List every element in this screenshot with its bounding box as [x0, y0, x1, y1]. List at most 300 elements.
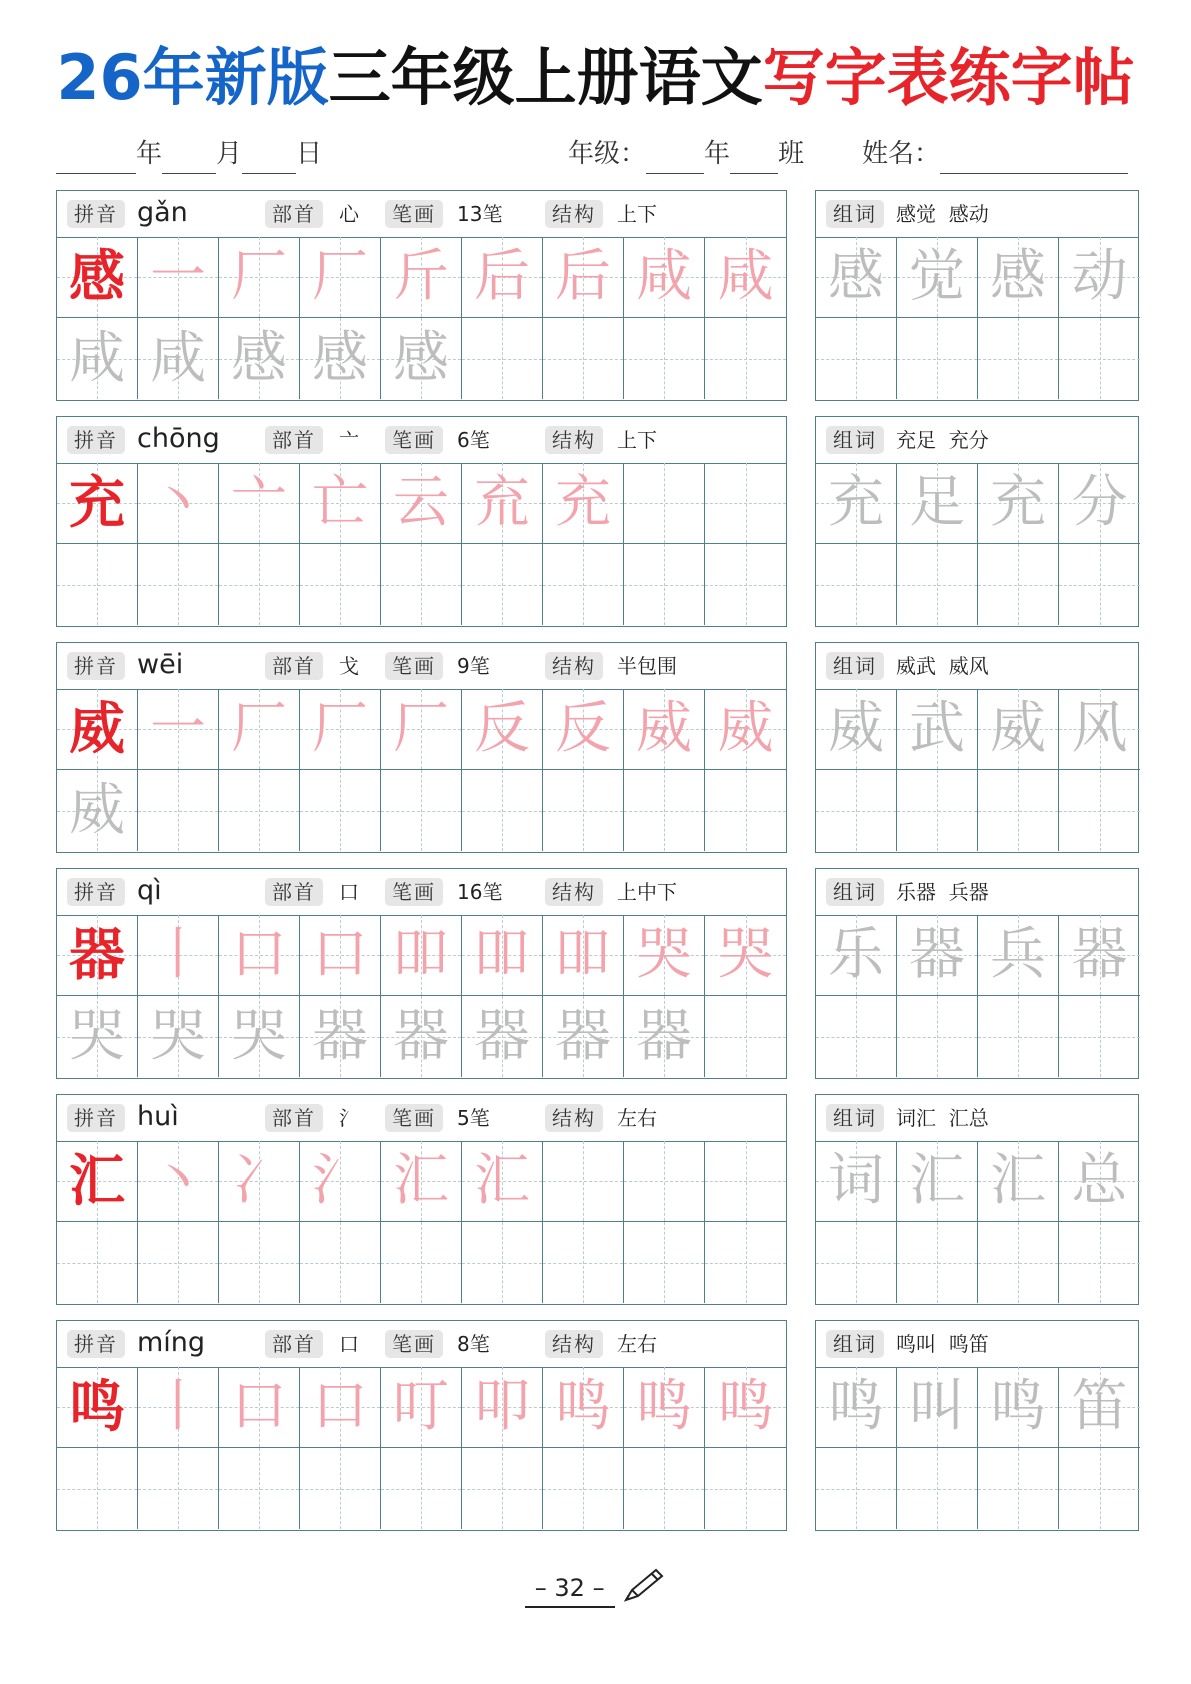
writing-cell[interactable]: [705, 1367, 786, 1448]
writing-cell[interactable]: [381, 1222, 462, 1303]
writing-cell[interactable]: [300, 1367, 381, 1448]
word-cell[interactable]: [816, 318, 897, 399]
word-header: [816, 643, 1138, 690]
writing-cell[interactable]: [138, 1448, 219, 1529]
grade-blank[interactable]: [646, 143, 704, 174]
writing-cell[interactable]: [300, 1141, 381, 1222]
word-cell[interactable]: [816, 996, 897, 1077]
stroke-step-character: 叮: [393, 1374, 449, 1439]
writing-cell[interactable]: [300, 463, 381, 544]
stroke-step-character: 丶: [150, 1148, 206, 1213]
name-label: 姓名：: [862, 139, 941, 169]
word-cell[interactable]: [1059, 1448, 1140, 1529]
stroke-step-character: 感: [393, 325, 449, 391]
writing-cell[interactable]: [138, 544, 219, 625]
writing-cell[interactable]: [381, 689, 462, 770]
word-trace-character: 威: [828, 696, 884, 761]
words-tag: 组词: [826, 200, 884, 228]
main-character: 汇: [69, 1148, 125, 1214]
stroke-step-character: 厂: [393, 696, 449, 761]
word-cell[interactable]: [897, 237, 978, 318]
writing-cell[interactable]: [219, 318, 300, 399]
word-cell[interactable]: [1059, 915, 1140, 996]
stroke-step-character: 器: [474, 1003, 530, 1069]
writing-cell[interactable]: [462, 1222, 543, 1303]
writing-cell[interactable]: [219, 915, 300, 996]
word-cell[interactable]: [1059, 689, 1140, 770]
stroke-step-character: 哭: [69, 1003, 125, 1069]
stroke-step-character: 氵: [312, 1148, 368, 1213]
writing-cell[interactable]: [381, 915, 462, 996]
word-cell[interactable]: [816, 1222, 897, 1303]
writing-cell[interactable]: [138, 1222, 219, 1303]
day-blank[interactable]: [242, 143, 296, 174]
writing-cell[interactable]: [219, 544, 300, 625]
pinyin-tag: 拼音: [67, 652, 125, 680]
structure-value: 左右: [617, 1332, 657, 1356]
writing-cell[interactable]: [543, 996, 624, 1077]
main-character: 感: [69, 244, 125, 310]
writing-cell[interactable]: [300, 237, 381, 318]
structure-tag: 结构: [545, 200, 603, 228]
radical-value: 亠: [339, 428, 359, 452]
word-cell[interactable]: [897, 463, 978, 544]
writing-cell[interactable]: [624, 544, 705, 625]
writing-cell[interactable]: [57, 463, 138, 544]
word-cell[interactable]: [816, 689, 897, 770]
writing-cell[interactable]: [138, 689, 219, 770]
writing-cell[interactable]: [624, 237, 705, 318]
word-trace-character: 笛: [1071, 1374, 1128, 1439]
writing-cell[interactable]: [543, 915, 624, 996]
stroke-step-character: 器: [555, 1003, 611, 1069]
structure-value: 上下: [617, 202, 657, 226]
word-cell[interactable]: [897, 318, 978, 399]
writing-cell[interactable]: [624, 318, 705, 399]
radical-value: 口: [339, 1332, 359, 1356]
character-panel: [56, 868, 787, 1079]
title-part-2: 三年级上册语文: [328, 41, 763, 114]
word-trace-character: 足: [909, 470, 965, 535]
pinyin-tag: 拼音: [67, 426, 125, 454]
radical-value: 氵: [339, 1106, 359, 1130]
writing-cell[interactable]: [381, 770, 462, 851]
writing-cell[interactable]: [300, 318, 381, 399]
words-tag: 组词: [826, 426, 884, 454]
structure-tag: 结构: [545, 652, 603, 680]
writing-cell[interactable]: [138, 463, 219, 544]
writing-cell[interactable]: [705, 1141, 786, 1222]
stroke-step-character: 咸: [150, 325, 206, 391]
writing-cell[interactable]: [462, 463, 543, 544]
month-label: 月: [216, 139, 243, 169]
writing-cell[interactable]: [543, 237, 624, 318]
word-trace-character: 鸣: [990, 1374, 1046, 1439]
character-panel: [56, 642, 787, 853]
word-cell[interactable]: [1059, 463, 1140, 544]
writing-cell[interactable]: [138, 237, 219, 318]
stroke-step-character: 后: [474, 244, 530, 309]
word-trace-character: 乐: [828, 922, 884, 987]
stroke-step-character: 厂: [312, 244, 368, 309]
writing-cell[interactable]: [462, 1448, 543, 1529]
word-cell[interactable]: [816, 463, 897, 544]
writing-cell[interactable]: [381, 1141, 462, 1222]
writing-cell[interactable]: [543, 770, 624, 851]
grade-year-label: 年: [704, 139, 731, 169]
writing-cell[interactable]: [138, 1141, 219, 1222]
word-trace-character: 充: [990, 470, 1046, 535]
words-value: 鸣叫 鸣笛: [896, 1332, 989, 1356]
writing-cell[interactable]: [57, 996, 138, 1077]
word-trace-character: 威: [990, 696, 1046, 761]
character-panel: [56, 1320, 787, 1531]
writing-cell[interactable]: [57, 318, 138, 399]
words-value: 感觉 感动: [896, 202, 989, 226]
word-grid: [816, 689, 1140, 851]
stroke-step-character: 口: [231, 1374, 287, 1439]
word-cell[interactable]: [897, 996, 978, 1077]
stroke-step-character: 厂: [312, 696, 368, 761]
writing-cell[interactable]: [57, 1367, 138, 1448]
character-panel: [56, 190, 787, 401]
word-cell[interactable]: [816, 770, 897, 851]
stroke-step-character: 咸: [69, 325, 125, 391]
writing-cell[interactable]: [462, 237, 543, 318]
writing-cell[interactable]: [624, 1367, 705, 1448]
pinyin-value: qì: [137, 875, 162, 906]
class-blank[interactable]: [730, 143, 778, 174]
word-cell[interactable]: [816, 544, 897, 625]
writing-cell[interactable]: [624, 1448, 705, 1529]
words-tag: 组词: [826, 1104, 884, 1132]
word-trace-character: 感: [828, 244, 884, 309]
word-trace-character: 器: [909, 922, 965, 987]
month-blank[interactable]: [162, 143, 216, 174]
word-cell[interactable]: [1059, 1367, 1140, 1448]
word-trace-character: 兵: [990, 922, 1046, 987]
structure-tag: 结构: [545, 1330, 603, 1358]
radical-tag: 部首: [265, 878, 323, 906]
writing-cell[interactable]: [543, 1141, 624, 1222]
word-panel: [815, 416, 1139, 627]
word-cell[interactable]: [978, 1222, 1059, 1303]
writing-cell[interactable]: [705, 915, 786, 996]
radical-value: 口: [339, 880, 359, 904]
writing-cell[interactable]: [705, 544, 786, 625]
radical-tag: 部首: [265, 652, 323, 680]
stroke-step-character: 亠: [231, 470, 287, 535]
word-cell[interactable]: [1059, 770, 1140, 851]
stroke-step-character: 威: [717, 696, 774, 761]
stroke-step-character: 一: [150, 696, 206, 761]
character-panel: [56, 416, 787, 627]
writing-grid: [57, 915, 786, 1077]
class-line: [568, 134, 804, 174]
word-panel: [815, 190, 1139, 401]
stroke-step-character: 亡: [312, 470, 368, 535]
stroke-step-character: 器: [636, 1003, 692, 1069]
writing-cell[interactable]: [219, 1222, 300, 1303]
writing-cell[interactable]: [300, 915, 381, 996]
stroke-step-character: 鸣: [636, 1374, 692, 1439]
word-cell[interactable]: [1059, 318, 1140, 399]
word-trace-character: 总: [1071, 1148, 1128, 1213]
writing-cell[interactable]: [300, 1222, 381, 1303]
word-header: [816, 1321, 1138, 1368]
word-trace-character: 觉: [909, 244, 965, 309]
stroke-step-character: 哭: [231, 1003, 287, 1069]
strokes-tag: 笔画: [385, 878, 443, 906]
character-info-header: [57, 643, 786, 690]
writing-cell[interactable]: [705, 1448, 786, 1529]
stroke-step-character: 斤: [393, 244, 449, 309]
stroke-step-character: 充: [555, 470, 611, 535]
stroke-step-character: 后: [555, 244, 611, 309]
word-grid: [816, 1367, 1140, 1529]
structure-value: 上中下: [617, 880, 677, 904]
writing-cell[interactable]: [57, 1448, 138, 1529]
writing-cell[interactable]: [219, 1141, 300, 1222]
writing-cell[interactable]: [462, 770, 543, 851]
words-value: 乐器 兵器: [896, 880, 989, 904]
writing-cell[interactable]: [705, 463, 786, 544]
writing-cell[interactable]: [57, 237, 138, 318]
writing-cell[interactable]: [705, 1222, 786, 1303]
writing-cell[interactable]: [705, 237, 786, 318]
character-info-header: [57, 869, 786, 916]
year-label: 年: [136, 139, 163, 169]
writing-cell[interactable]: [57, 544, 138, 625]
strokes-value: 13笔: [457, 202, 503, 226]
writing-cell[interactable]: [381, 1448, 462, 1529]
word-cell[interactable]: [816, 1141, 897, 1222]
stroke-step-character: 口: [312, 1374, 368, 1439]
pinyin-tag: 拼音: [67, 878, 125, 906]
strokes-value: 6笔: [457, 428, 490, 452]
word-cell[interactable]: [978, 770, 1059, 851]
word-cell[interactable]: [897, 915, 978, 996]
writing-cell[interactable]: [462, 1367, 543, 1448]
stroke-step-character: 厂: [231, 696, 287, 761]
word-header: [816, 191, 1138, 238]
word-cell[interactable]: [816, 1367, 897, 1448]
word-cell[interactable]: [897, 544, 978, 625]
writing-grid: [57, 1141, 786, 1303]
writing-cell[interactable]: [219, 1448, 300, 1529]
writing-cell[interactable]: [57, 1141, 138, 1222]
word-header: [816, 1095, 1138, 1142]
page-number: – 32 –: [525, 1574, 615, 1608]
word-cell[interactable]: [1059, 1222, 1140, 1303]
word-trace-character: 汇: [909, 1148, 965, 1213]
writing-cell[interactable]: [300, 1448, 381, 1529]
strokes-tag: 笔画: [385, 1330, 443, 1358]
word-trace-character: 器: [1071, 922, 1128, 987]
words-tag: 组词: [826, 878, 884, 906]
writing-cell[interactable]: [543, 463, 624, 544]
writing-cell[interactable]: [381, 996, 462, 1077]
writing-cell[interactable]: [462, 318, 543, 399]
writing-cell[interactable]: [705, 770, 786, 851]
word-cell[interactable]: [978, 996, 1059, 1077]
word-cell[interactable]: [978, 1141, 1059, 1222]
pinyin-value: míng: [137, 1327, 206, 1358]
writing-cell[interactable]: [57, 689, 138, 770]
writing-cell[interactable]: [57, 1222, 138, 1303]
writing-cell[interactable]: [705, 996, 786, 1077]
writing-cell[interactable]: [57, 770, 138, 851]
writing-cell[interactable]: [543, 1448, 624, 1529]
word-cell[interactable]: [1059, 544, 1140, 625]
writing-cell[interactable]: [462, 544, 543, 625]
word-trace-character: 风: [1071, 696, 1128, 761]
title-part-1: 26年新版: [56, 41, 329, 114]
word-cell[interactable]: [1059, 237, 1140, 318]
writing-cell[interactable]: [138, 1367, 219, 1448]
word-cell[interactable]: [978, 463, 1059, 544]
word-panel: [815, 1094, 1139, 1305]
stroke-step-character: 咸: [717, 244, 774, 309]
stroke-step-character: 丨: [150, 922, 206, 987]
writing-cell[interactable]: [381, 544, 462, 625]
word-cell[interactable]: [978, 1448, 1059, 1529]
writing-cell[interactable]: [543, 1222, 624, 1303]
writing-cell[interactable]: [138, 318, 219, 399]
word-cell[interactable]: [978, 544, 1059, 625]
character-panel: [56, 1094, 787, 1305]
stroke-step-character: 冫: [231, 1148, 287, 1213]
stroke-step-character: 感: [312, 325, 368, 391]
writing-cell[interactable]: [705, 318, 786, 399]
writing-cell[interactable]: [624, 996, 705, 1077]
day-label: 日: [296, 139, 323, 169]
writing-cell[interactable]: [624, 689, 705, 770]
writing-cell[interactable]: [543, 544, 624, 625]
structure-tag: 结构: [545, 426, 603, 454]
pinyin-tag: 拼音: [67, 1104, 125, 1132]
writing-cell[interactable]: [624, 770, 705, 851]
word-trace-character: 词: [828, 1148, 884, 1213]
word-cell[interactable]: [1059, 1141, 1140, 1222]
strokes-tag: 笔画: [385, 426, 443, 454]
writing-grid: [57, 1367, 786, 1529]
writing-cell[interactable]: [138, 770, 219, 851]
class-label: 班: [778, 139, 805, 169]
words-tag: 组词: [826, 652, 884, 680]
word-cell[interactable]: [816, 915, 897, 996]
year-blank[interactable]: [56, 143, 136, 174]
radical-tag: 部首: [265, 1104, 323, 1132]
word-grid: [816, 463, 1140, 625]
name-blank[interactable]: [940, 143, 1128, 174]
writing-cell[interactable]: [381, 1367, 462, 1448]
writing-cell[interactable]: [300, 996, 381, 1077]
word-cell[interactable]: [897, 1448, 978, 1529]
word-cell[interactable]: [978, 915, 1059, 996]
word-cell[interactable]: [978, 237, 1059, 318]
writing-grid: [57, 463, 786, 625]
writing-cell[interactable]: [381, 463, 462, 544]
stroke-step-character: 云: [393, 470, 449, 535]
writing-cell[interactable]: [624, 463, 705, 544]
writing-cell[interactable]: [543, 1367, 624, 1448]
word-trace-character: 汇: [990, 1148, 1046, 1213]
radical-value: 戈: [339, 654, 359, 678]
strokes-value: 16笔: [457, 880, 503, 904]
structure-tag: 结构: [545, 878, 603, 906]
writing-cell[interactable]: [624, 1222, 705, 1303]
main-character: 充: [69, 470, 125, 536]
words-value: 词汇 汇总: [896, 1106, 989, 1130]
word-cell[interactable]: [897, 1367, 978, 1448]
writing-cell[interactable]: [462, 689, 543, 770]
strokes-tag: 笔画: [385, 1104, 443, 1132]
word-cell[interactable]: [1059, 996, 1140, 1077]
writing-cell[interactable]: [624, 1141, 705, 1222]
stroke-step-character: 丶: [150, 470, 206, 535]
character-info-header: [57, 417, 786, 464]
stroke-step-character: 哭: [717, 922, 774, 987]
writing-cell[interactable]: [300, 689, 381, 770]
writing-cell[interactable]: [219, 770, 300, 851]
writing-cell[interactable]: [300, 544, 381, 625]
word-cell[interactable]: [978, 689, 1059, 770]
writing-cell[interactable]: [624, 915, 705, 996]
writing-cell[interactable]: [219, 237, 300, 318]
writing-cell[interactable]: [219, 996, 300, 1077]
writing-cell[interactable]: [462, 1141, 543, 1222]
writing-grid: [57, 237, 786, 399]
radical-tag: 部首: [265, 200, 323, 228]
writing-cell[interactable]: [381, 237, 462, 318]
word-cell[interactable]: [816, 237, 897, 318]
word-cell[interactable]: [978, 318, 1059, 399]
writing-cell[interactable]: [219, 463, 300, 544]
writing-cell[interactable]: [57, 915, 138, 996]
main-character: 鸣: [69, 1374, 125, 1440]
stroke-step-character: 吅: [474, 922, 530, 987]
writing-cell[interactable]: [138, 996, 219, 1077]
stroke-step-character: 一: [150, 244, 206, 309]
name-line: [862, 134, 1128, 174]
writing-cell[interactable]: [219, 1367, 300, 1448]
writing-cell[interactable]: [462, 996, 543, 1077]
word-cell[interactable]: [897, 1141, 978, 1222]
writing-cell[interactable]: [543, 318, 624, 399]
strokes-tag: 笔画: [385, 652, 443, 680]
writing-cell[interactable]: [300, 770, 381, 851]
writing-cell[interactable]: [705, 689, 786, 770]
writing-cell[interactable]: [462, 915, 543, 996]
stroke-step-character: 反: [474, 696, 530, 761]
stroke-step-character: 哭: [636, 922, 692, 987]
word-cell[interactable]: [897, 770, 978, 851]
word-trace-character: 动: [1071, 244, 1128, 309]
word-cell[interactable]: [978, 1367, 1059, 1448]
writing-cell[interactable]: [219, 689, 300, 770]
stroke-step-character: 咸: [636, 244, 692, 309]
word-cell[interactable]: [816, 1448, 897, 1529]
main-character: 威: [69, 696, 125, 762]
writing-cell[interactable]: [138, 915, 219, 996]
stroke-step-character: 汇: [474, 1148, 530, 1213]
word-cell[interactable]: [897, 689, 978, 770]
writing-cell[interactable]: [381, 318, 462, 399]
word-cell[interactable]: [897, 1222, 978, 1303]
structure-value: 左右: [617, 1106, 657, 1130]
writing-cell[interactable]: [543, 689, 624, 770]
